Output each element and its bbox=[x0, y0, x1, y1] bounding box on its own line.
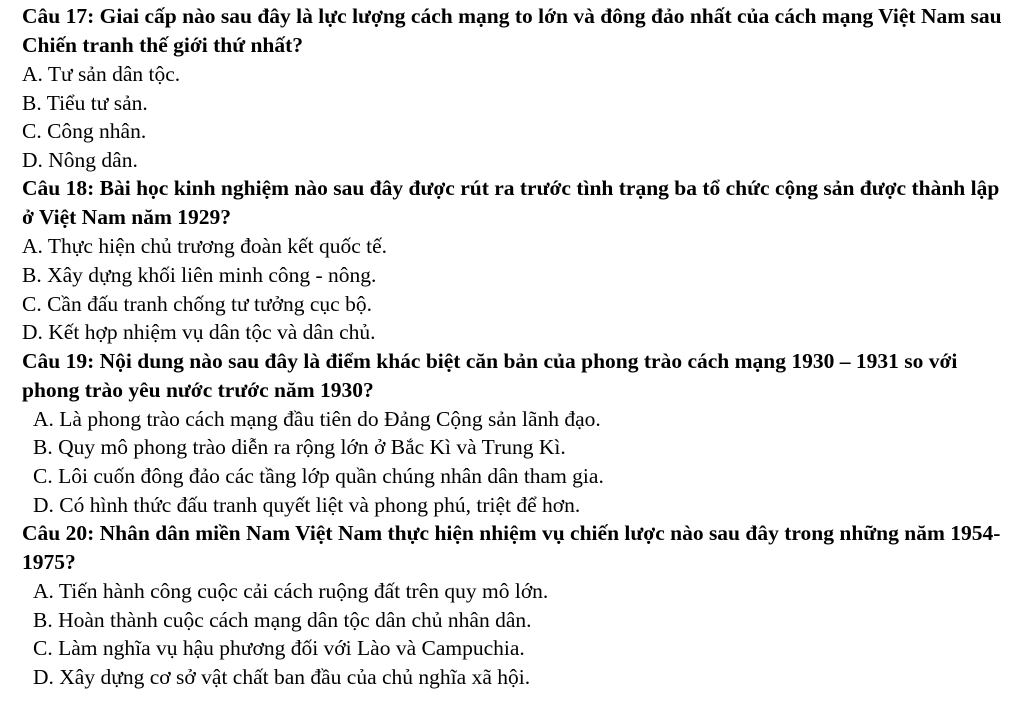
answer-option-d: D. Kết hợp nhiệm vụ dân tộc và dân chủ. bbox=[22, 320, 376, 345]
answer-option-c: C. Cần đấu tranh chống tư tưởng cục bộ. bbox=[22, 291, 372, 316]
question-title: Câu 19: Nội dung nào sau đây là điểm khác biệt căn bản của phong trào cách mạng 1930 – 1931 so với phong trào yêu nước trước năm 1930? bbox=[22, 348, 958, 402]
question-20 bbox=[22, 519, 1012, 691]
answer-option-b: B. Xây dựng khối liên minh công - nông. bbox=[22, 262, 377, 287]
answer-option-a: A. Thực hiện chủ trương đoàn kết quốc tế. bbox=[22, 234, 388, 259]
answer-option-d: D. Xây dựng cơ sở vật chất ban đầu của chủ nghĩa xã hội. bbox=[33, 664, 531, 689]
answer-option-d: D. Nông dân. bbox=[22, 147, 138, 172]
question-title: Câu 20: Nhân dân miền Nam Việt Nam thực hiện nhiệm vụ chiến lược nào sau đây trong những năm 1954-1975? bbox=[22, 521, 1001, 575]
question-title: Câu 18: Bài học kinh nghiệm nào sau đây được rút ra trước tình trạng ba tổ chức cộng sản được thành lập ở Việt Nam năm 1929? bbox=[22, 176, 1000, 230]
answer-option-b: B. Quy mô phong trào diễn ra rộng lớn ở Bắc Kì và Trung Kì. bbox=[33, 435, 566, 460]
answer-option-c: C. Công nhân. bbox=[22, 119, 147, 144]
answer-option-c: C. Lôi cuốn đông đảo các tầng lớp quần chúng nhân dân tham gia. bbox=[33, 463, 604, 488]
quiz-document bbox=[22, 2, 1012, 692]
answer-option-a: A. Tư sản dân tộc. bbox=[22, 62, 181, 86]
answer-option-a: A. Là phong trào cách mạng đầu tiên do Đảng Cộng sản lãnh đạo. bbox=[33, 406, 601, 431]
answer-option-b: B. Tiểu tư sản. bbox=[22, 90, 148, 115]
answer-option-d: D. Có hình thức đấu tranh quyết liệt và phong phú, triệt để hơn. bbox=[33, 492, 581, 517]
answer-option-a: A. Tiến hành công cuộc cải cách ruộng đất trên quy mô lớn. bbox=[33, 579, 549, 604]
question-17 bbox=[22, 2, 1012, 174]
question-19 bbox=[22, 347, 1012, 519]
question-title: Câu 17: Giai cấp nào sau đây là lực lượng cách mạng to lớn và đông đảo nhất của cách mạng Việt Nam sau Chiến tranh thế giới thứ nhất? bbox=[22, 4, 1002, 57]
answer-option-c: C. Làm nghĩa vụ hậu phương đối với Lào và Campuchia. bbox=[33, 636, 525, 661]
question-18 bbox=[22, 174, 1012, 346]
answer-option-b: B. Hoàn thành cuộc cách mạng dân tộc dân chủ nhân dân. bbox=[33, 607, 532, 632]
